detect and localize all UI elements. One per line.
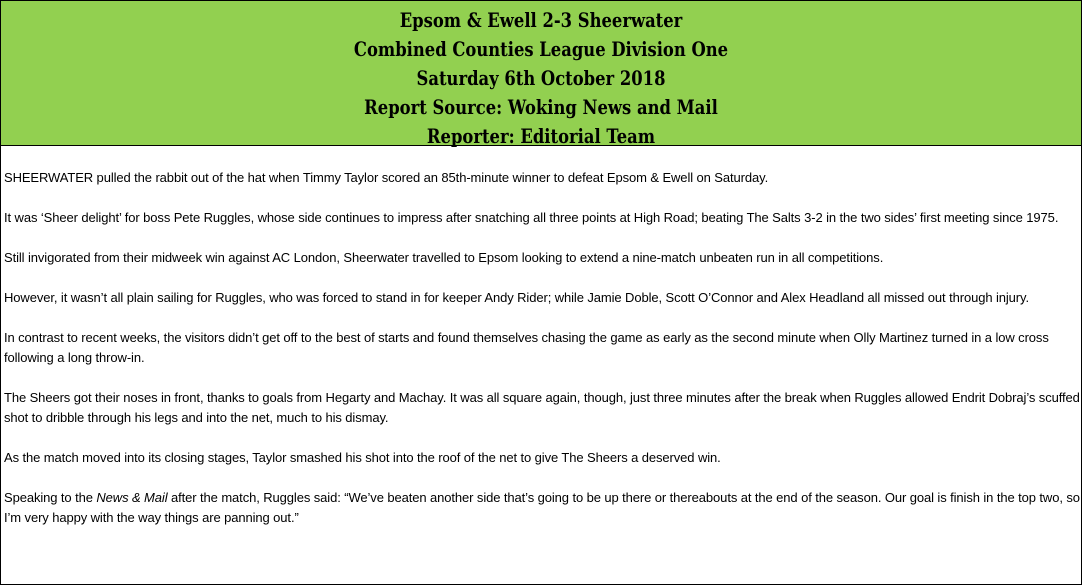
report-header [1,1,1081,146]
paragraph-8-lead: Speaking to the [4,490,97,505]
paragraph-2: It was ‘Sheer delight’ for boss Pete Ruggles, whose side continues to impress after snatching all three points at High Road; beating The Salts 3-2 in the two sides’ first meeting since 1975. [4,210,1059,225]
paragraph-5: In contrast to recent weeks, the visitors didn’t get off to the best of starts and found themselves chasing the game as early as the second minute when Olly Martinez turned in a low cross following a long throw-in. [4,330,1049,365]
match-title: Epsom & Ewell 2-3 Sheerwater [399,9,683,32]
report-body [1,146,1080,528]
paragraph-6: The Sheers got their noses in front, thanks to goals from Hegarty and Machay. It was all square again, though, just three minutes after the break when Ruggles allowed Endrit Dobraj’s scuffed shot to dribble through his legs and into the net, much to his dismay. [4,390,1080,425]
paragraph-3: Still invigorated from their midweek win against AC London, Sheerwater travelled to Epsom looking to extend a nine-match unbeaten run in all competitions. [4,250,884,265]
match-date: Saturday 6th October 2018 [416,67,666,90]
report-source: Report Source: Woking News and Mail [364,96,718,119]
paragraph-1: SHEERWATER pulled the rabbit out of the hat when Timmy Taylor scored an 85th-minute winner to defeat Epsom & Ewell on Saturday. [4,170,769,185]
paragraph-8-quote: after the match, Ruggles said: “We’ve beaten another side that’s going to be up there or thereabouts at the end of the season. Our goal is finish in the top two, so I’m very happy with the way things are panning out.” [4,490,1080,525]
paragraph-4: However, it wasn’t all plain sailing for Ruggles, who was forced to stand in for keeper Andy Rider; while Jamie Doble, Scott O’Connor and Alex Headland all missed out through injury. [4,290,1029,305]
paragraph-7: As the match moved into its closing stages, Taylor smashed his shot into the roof of the net to give The Sheers a deserved win. [4,450,721,465]
newspaper-name: News & Mail [96,490,168,505]
reporter: Reporter: Editorial Team [426,125,656,148]
competition-name: Combined Counties League Division One [353,38,729,61]
paragraph-8 [4,488,1080,528]
